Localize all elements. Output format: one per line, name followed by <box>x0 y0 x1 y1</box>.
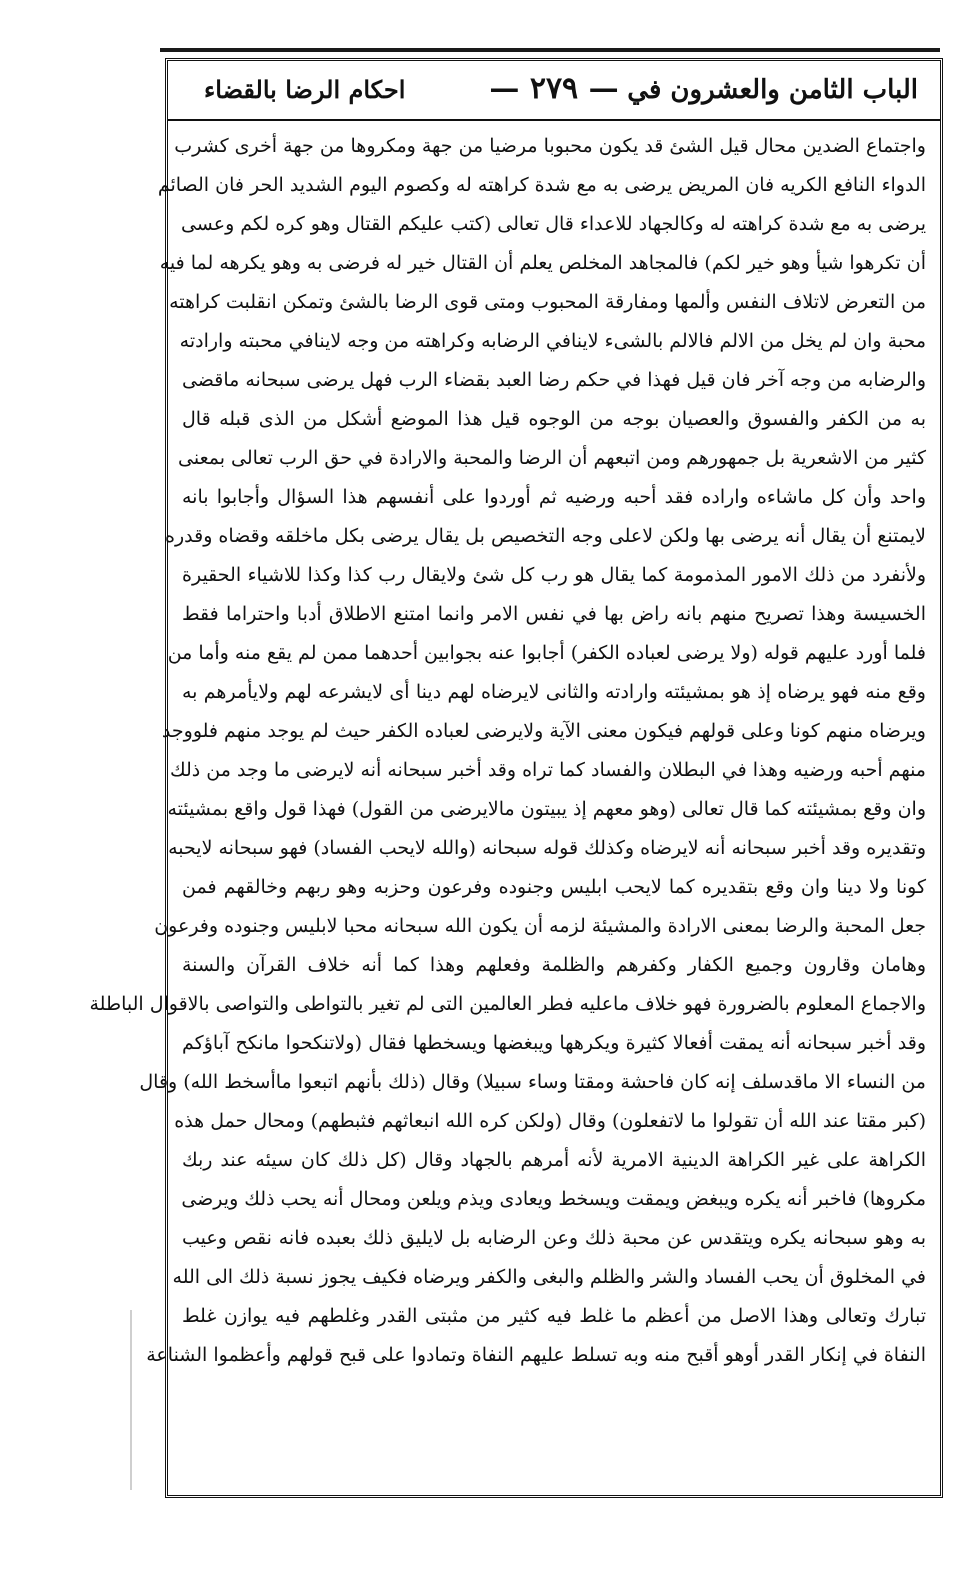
text-line: وتقديره وقد أخبر سبحانه أنه لايرضاه وكذلك قوله سبحانه (والله لايحب الفساد) فهو سبحانه لايحبه <box>168 837 926 859</box>
text-line: كثير من الاشعرية بل جمهورهم ومن اتبعهم أن الرضا والمحبة والارادة في حق الرب تعالى بمعنى <box>178 447 926 469</box>
text-line: فلما أورد عليهم قوله (ولا يرضى لعباده الكفر) أجابوا عنه بجوابين أحدهما ممن لم يقع منه وأما من <box>167 642 926 664</box>
text-line: ويرضاه منهم كونا وعلى قولهم فيكون معنى الآية ولايرضى لعباده الكفر حيث لم يوجد منهم فلووجد <box>161 720 926 742</box>
text-line: محبة وان لم يخل من الالم فالالم بالشىء لاينافي الرضابه وكراهته من وجه لاينافي محبته وارادته <box>179 330 926 352</box>
text-line: لايمتنع أن يقال أنه يرضى بها ولكن لاعلى وجه التخصيص بل يقال يرضى بكل ماخلقه وقضاه وقدره <box>165 525 926 547</box>
text-line: جعل المحبة والرضا بمعنى الارادة والمشيئة لزمه أن يكون الله سبحانه محبا لابليس وجنوده وفرعون <box>154 915 926 937</box>
text-line: وان وقع بمشيئته كما قال تعالى (وهو معهم إذ يبيتون مالايرضى من القول) فهذا قول واقع بمشيئته <box>167 798 926 820</box>
text-line: وهامان وقارون وجميع الكفار وكفرهم والظلمة وفعلهم وهذا كما أنه خلاف القرآن والسنة <box>182 954 926 976</box>
text-line: والرضابه من وجه آخر فان قيل فهذا في حكم رضا العبد بقضاء الرب فهل يرضى سبحانه ماقضى <box>181 369 926 391</box>
text-line: منهم أحبه ورضيه وهذا في البطلان والفساد كما تراه وقد أخبر سبحانه أنه لايرضى ما وجد من ذلك <box>169 759 926 781</box>
text-line: تبارك وتعالى وهذا الاصل من أعظم ما غلط فيه كثير من مثبتى القدر وغلطهم فيه يوازن غلط <box>182 1305 926 1327</box>
text-line: كونا ولا دينا وان وقع بتقديره كما لايحب ابليس وجنوده وفرعون وحزبه وهو ربهم وخالقهم فمن <box>182 876 926 898</box>
text-line: من النساء الا ماقدسلف إنه كان فاحشة ومقتا وساء سبيلا) وقال (ذلك بأنهم اتبعوا ماأسخط الله) وقال <box>139 1071 926 1093</box>
text-line: وقع منه فهو يرضاه إذ هو بمشيئته وارادته والثانى لايرضاه لهم دينا أى لايشرعه لهم ولايأمرهم به <box>182 681 926 703</box>
text-line: الخسيسة وهذا تصريح منهم بانه راض بها في نفس الامر وانما امتنع الاطلاق أدبا واحتراما فقط <box>182 603 926 625</box>
text-line: الدواء النافع الكريه فان المريض يرضى به مع شدة كراهته له وكصوم اليوم الشديد الحر فان الصائم <box>157 174 926 196</box>
text-line: أن تكرهوا شيأ وهو خير لكم) فالمجاهد المخلص يعلم أن القتال خير له فرضى به وهو يكرهه لما فيه <box>159 252 926 274</box>
page-number: — ٢٧٩ — <box>489 71 619 106</box>
text-line: به من الكفر والفسوق والعصيان بوجه من الوجوه قيل هذا الموضع أشكل من الذى قبله قال <box>182 408 926 430</box>
chapter-title: الباب الثامن والعشرون في <box>627 75 918 105</box>
text-line: النفاة في إنكار القدر أوهو أقبح منه وبه تسلط عليهم النفاة وتمادوا على قبح قولهم وأعظموا الشناعة <box>146 1344 926 1366</box>
text-line: به وهو سبحانه يكره ويتقدس عن محبة ذلك وعن الرضابه بل لايليق ذلك بعبده فانه نقص وعيب <box>182 1227 926 1249</box>
text-line: (كبر مقتا عند الله أن تقولوا ما لاتفعلون) وقال (ولكن كره الله انبعاثهم فثبطهم) ومحال حمل هذه <box>174 1110 926 1132</box>
page-frame <box>89 58 943 1498</box>
text-line: في المخلوق أن يحب الفساد والشر والظلم والبغى والكفر ويرضاه فكيف يجوز نسبة ذلك الى الله <box>172 1266 926 1288</box>
text-line: واحد وأن كل ماشاءه واراده فقد أحبه ورضيه ثم أوردوا على أنفسهم هذا السؤال وأجابوا بانه <box>182 486 926 508</box>
text-line: وقد أخبر سبحانه أنه يمقت أفعالا كثيرة ويكرهها ويبغضها ويسخطها فقال (ولاتنكحوا مانكح آباؤكم <box>182 1032 926 1054</box>
text-line: والاجماع المعلوم بالضرورة فهو خلاف ماعليه فطر العالمين التى لم تغير بالتواطى والتواصى بالاقوال الباطلة <box>89 993 926 1015</box>
margin-scan-mark <box>130 1310 132 1490</box>
text-line: واجتماع الضدين محال قيل الشئ قد يكون محبوبا مرضيا من جهة ومكروها من جهة أخرى كشرب <box>174 135 926 157</box>
top-rule <box>160 48 940 52</box>
running-header <box>168 61 940 121</box>
text-line: الكراهة على غير الكراهة الدينية الامرية لأنه أمرهم بالجهاد وقال (كل ذلك كان سيئه عند ربك <box>182 1149 926 1171</box>
text-line: مكروها) فاخبر أنه يكره ويبغض ويمقت ويسخط ويعادى ويذم ويلعن ومحال أنه يحب ذلك ويرضى <box>181 1188 926 1210</box>
text-line: ولأنفرد من ذلك الامور المذمومة كما يقال هو رب كل شئ ولايقال رب كذا وكذا للاشياء الحقيرة <box>182 564 926 586</box>
body-text <box>89 123 940 1375</box>
section-topic: احكام الرضا بالقضاء <box>204 75 406 104</box>
text-line: من التعرض لاتلاف النفس وألمها ومفارقة المحبوب ومتى قوى الرضا بالشئ وتمكن انقلبت كراهته <box>169 291 926 313</box>
text-line: يرضى به مع شدة كراهته له وكالجهاد للاعداء قال تعالى (كتب عليكم القتال وهو كره لكم وعسى <box>180 213 926 235</box>
